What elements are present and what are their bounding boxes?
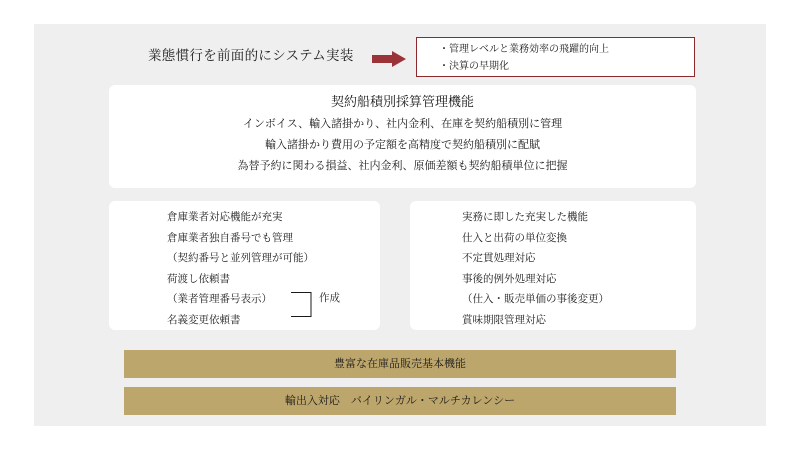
list-item: 実務に即した充実した機能: [462, 211, 588, 223]
bracket-label: 作成: [319, 292, 340, 304]
main-feature-line: インボイス、輸入諸掛かり、社内金利、在庫を契約船積別に管理: [242, 117, 563, 130]
main-feature-box: [109, 85, 696, 188]
goal-item: ・管理レベルと業務効率の飛躍的向上: [439, 44, 609, 55]
import-export-bar: 輸出入対応 バイリンガル・マルチカレンシー: [124, 387, 676, 415]
main-feature-line: 為替予約に関わる損益、社内金利、原価差額も契約船積単位に把握: [237, 159, 568, 172]
arrow-right-icon: [372, 51, 406, 67]
main-feature-title: 契約船積別採算管理機能: [330, 95, 474, 110]
list-item: （契約番号と並列管理が可能）: [167, 252, 314, 264]
list-item: 事後的例外処理対応: [462, 272, 557, 285]
list-item: 名義変更依頼書: [167, 313, 241, 326]
basic-sales-bar: 豊富な在庫品販売基本機能: [124, 350, 676, 378]
bracket-connector: [291, 292, 312, 317]
headline: 業態慣行を前面的にシステム実装: [148, 48, 354, 64]
practical-feature-box: [410, 201, 696, 330]
list-item: 倉庫業者対応機能が充実: [167, 211, 283, 223]
list-item: （仕入・販売単価の事後変更）: [462, 293, 609, 305]
goal-item: ・決算の早期化: [439, 61, 509, 72]
main-feature-line: 輸入諸掛かり費用の予定額を高精度で契約船積別に配賦: [265, 138, 540, 151]
practical-feature-list: [462, 207, 609, 330]
list-item: （業者管理番号表示）: [167, 293, 272, 305]
list-item: 荷渡し依頼書: [167, 272, 230, 285]
list-item: 賞味期限管理対応: [462, 313, 546, 326]
goals-box: [416, 37, 695, 77]
list-item: 不定貫処理対応: [462, 252, 536, 264]
list-item: 仕入と出荷の単位変換: [462, 231, 567, 244]
list-item: 倉庫業者独自番号でも管理: [167, 231, 293, 244]
warehouse-feature-box: [109, 201, 380, 330]
